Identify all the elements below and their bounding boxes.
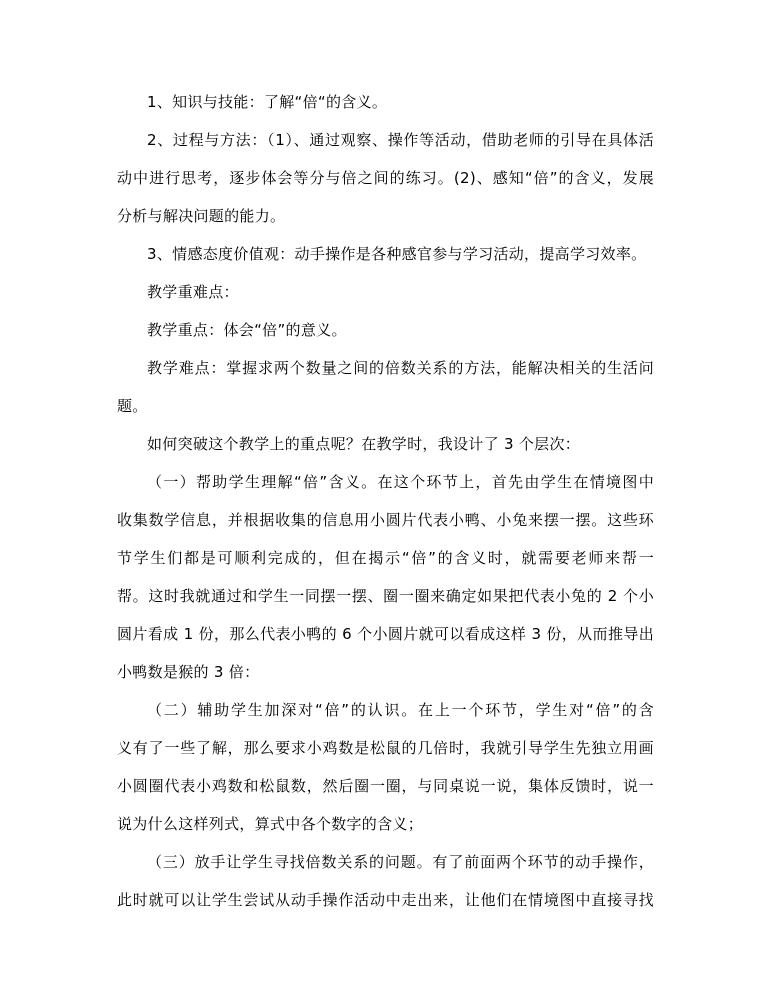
paragraph-line: 义有了一些了解，那么要求小鸡数是松鼠的几倍时，我就引导学生先独立用画: [117, 739, 654, 757]
paragraph-line: 圆片看成 1 份，那么代表小鸭的 6 个小圆片就可以看成这样 3 份，从而推导出: [117, 625, 654, 643]
paragraph-line: （一）帮助学生理解“倍”含义。在这个环节上，首先由学生在情境图中: [147, 473, 654, 491]
paragraph-line: 分析与解决问题的能力。: [117, 207, 286, 225]
paragraph-line: 帮。这时我就通过和学生一同摆一摆、圈一圈来确定如果把代表小兔的 2 个小: [117, 587, 654, 605]
paragraph-line: 收集数学信息，并根据收集的信息用小圆片代表小鸭、小兔来摆一摆。这些环: [117, 511, 654, 529]
paragraph-line: 2、过程与方法：（1）、通过观察、操作等活动，借助老师的引导在具体活: [147, 131, 654, 149]
paragraph-line: 说为什么这样列式，算式中各个数字的含义；: [117, 815, 424, 833]
paragraph-line: 教学重点：体会“倍”的意义。: [147, 321, 347, 339]
section-heading: 教学重难点：: [147, 283, 239, 301]
document-body: [117, 88, 654, 924]
paragraph-line: 动中进行思考，逐步体会等分与倍之间的练习。(2)、感知“倍”的含义，发展: [117, 169, 654, 187]
paragraph-line: （三）放手让学生寻找倍数关系的问题。有了前面两个环节的动手操作，: [147, 853, 654, 871]
paragraph-line: 此时就可以让学生尝试从动手操作活动中走出来，让他们在情境图中直接寻找: [117, 891, 654, 909]
paragraph-line: 1、知识与技能：了解“倍“的含义。: [147, 93, 388, 111]
paragraph-line: 题。: [117, 397, 148, 415]
paragraph-line: 节学生们都是可顺利完成的，但在揭示“倍”的含义时，就需要老师来帮一: [117, 549, 654, 567]
paragraph-line: 小圆圈代表小鸡数和松鼠数，然后圈一圈，与同桌说一说，集体反馈时，说一: [117, 777, 654, 795]
paragraph-line: 教学难点：掌握求两个数量之间的倍数关系的方法，能解决相关的生活问: [147, 359, 654, 377]
paragraph-line: 3、情感态度价值观：动手操作是各种感官参与学习活动，提高学习效率。: [147, 245, 647, 263]
paragraph-line: 如何突破这个教学上的重点呢？在教学时，我设计了 3 个层次：: [147, 435, 581, 453]
paragraph-line: 小鸭数是猴的 3 倍：: [117, 663, 260, 681]
paragraph-line: （二）辅助学生加深对“倍”的认识。在上一个环节，学生对“倍”的含: [147, 701, 654, 719]
